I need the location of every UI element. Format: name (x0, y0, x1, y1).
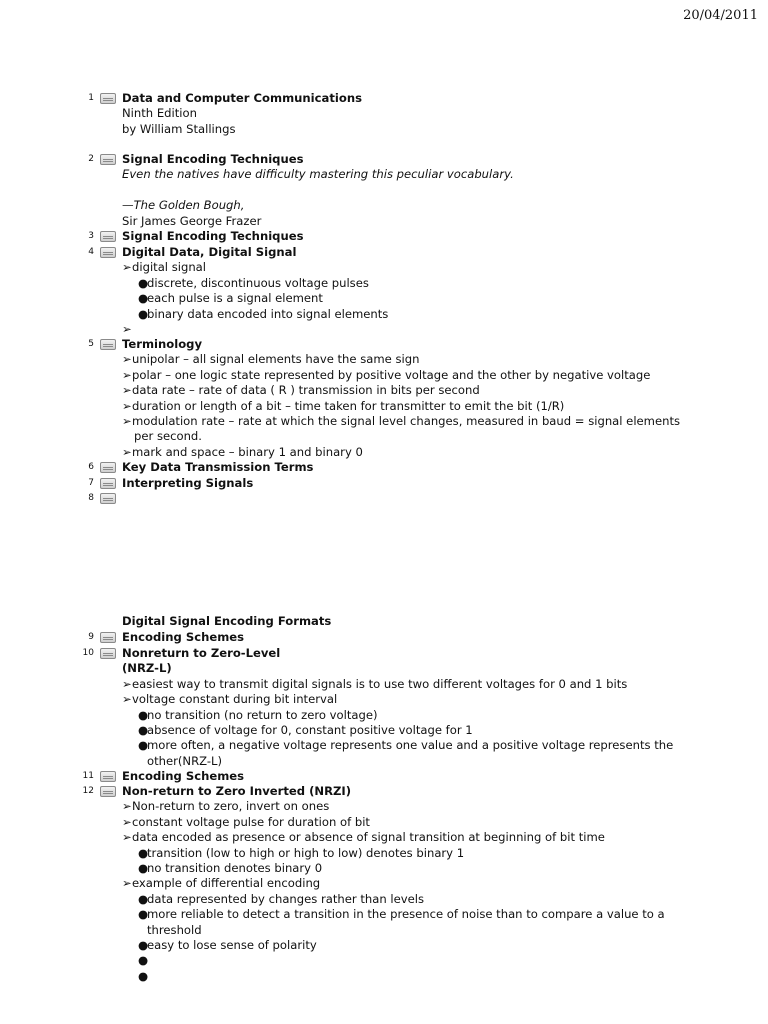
arrow-bullet-icon: ➢ (122, 692, 132, 707)
slide-12 (0, 784, 768, 984)
bullet-item: ➢mark and space – binary 1 and binary 0 (122, 444, 363, 459)
slide-thumbnail-icon[interactable] (100, 648, 116, 659)
quote-author: Sir James George Frazer (122, 213, 262, 228)
slide-thumbnail-icon[interactable] (100, 231, 116, 242)
slide-title: Signal Encoding Techniques (122, 152, 304, 166)
slide-thumbnail-icon[interactable] (100, 154, 116, 165)
dot-bullet-icon: ● (138, 291, 149, 306)
slide-number: 6 (88, 462, 94, 472)
slide-title: Data and Computer Communications (122, 91, 362, 105)
sub-bullet-item: ●no transition (no return to zero voltage) (138, 707, 378, 722)
arrow-bullet-icon: ➢ (122, 676, 132, 691)
slide-9 (0, 630, 768, 645)
slide-thumbnail-icon[interactable] (100, 478, 116, 489)
sub-bullet-item: ●easy to lose sense of polarity (138, 938, 317, 953)
bullet-continuation: threshold (147, 922, 202, 937)
sub-bullet-item: ●each pulse is a signal element (138, 291, 323, 306)
slide-title: Non-return to Zero Inverted (NRZI) (122, 784, 352, 798)
sub-bullet-item: ●binary data encoded into signal elements (138, 306, 389, 321)
dot-bullet-icon: ● (138, 845, 149, 860)
arrow-bullet-icon: ➢ (122, 367, 132, 382)
arrow-bullet-icon: ➢ (122, 444, 132, 459)
slide-number: 10 (82, 648, 94, 658)
arrow-bullet-icon: ➢ (122, 876, 132, 891)
slide-title: Digital Data, Digital Signal (122, 245, 297, 259)
sub-bullet-item: ●no transition denotes binary 0 (138, 861, 323, 876)
bullet-item: ➢data encoded as presence or absence of signal transition at beginning of bit time (122, 830, 605, 845)
slide-title-continuation: (NRZ-L) (122, 661, 172, 676)
slide-number: 7 (88, 478, 94, 488)
bullet-item: ➢example of differential encoding (122, 876, 321, 891)
slide-thumbnail-icon[interactable] (100, 339, 116, 350)
slide-number: 12 (82, 786, 94, 796)
bullet-item: ➢duration or length of a bit – time taken for transmitter to emit the bit (1/R) (122, 398, 565, 413)
bullet-continuation: per second. (134, 429, 202, 444)
slide-number: 5 (88, 339, 94, 349)
slide-thumbnail-icon[interactable] (100, 786, 116, 797)
dot-bullet-icon: ● (138, 907, 149, 922)
bullet-item: ➢data rate – rate of data ( R ) transmission in bits per second (122, 383, 480, 398)
slide-6 (0, 460, 768, 475)
slide-2 (0, 152, 768, 229)
slide-title: Encoding Schemes (122, 769, 245, 783)
slide-thumbnail-icon[interactable] (100, 771, 116, 782)
arrow-bullet-icon: ➢ (122, 322, 132, 337)
sub-bullet-item: ●transition (low to high or high to low) denotes binary 1 (138, 845, 465, 860)
bullet-item: ➢constant voltage pulse for duration of bit (122, 814, 370, 829)
dot-bullet-icon: ● (138, 707, 149, 722)
arrow-bullet-icon: ➢ (122, 414, 132, 429)
slide-text: Ninth Edition (122, 106, 197, 121)
slide-8-title-block (0, 614, 768, 629)
slide-thumbnail-icon[interactable] (100, 493, 116, 504)
arrow-bullet-icon: ➢ (122, 398, 132, 413)
slide-11 (0, 769, 768, 784)
dot-bullet-icon: ● (138, 723, 149, 738)
slide-5 (0, 337, 768, 460)
sub-bullet-item (0, 969, 768, 984)
dot-bullet-icon: ● (138, 953, 149, 968)
sub-bullet-item: ●discrete, discontinuous voltage pulses (138, 275, 369, 290)
arrow-bullet-icon: ➢ (122, 352, 132, 367)
slide-7 (0, 476, 768, 491)
slide-title: Key Data Transmission Terms (122, 460, 314, 474)
arrow-bullet-icon: ➢ (122, 814, 132, 829)
arrow-bullet-icon: ➢ (122, 830, 132, 845)
dot-bullet-icon: ● (138, 968, 149, 983)
bullet-item: ➢unipolar – all signal elements have the same sign (122, 352, 420, 367)
slide-thumbnail-icon[interactable] (100, 247, 116, 258)
print-date: 20/04/2011 (683, 8, 758, 23)
bullet-item (0, 322, 768, 337)
bullet-item: ➢Non-return to zero, invert on ones (122, 799, 330, 814)
dot-bullet-icon: ● (138, 891, 149, 906)
slide-number: 9 (88, 632, 94, 642)
slide-1 (0, 91, 768, 137)
slide-quote: Even the natives have difficulty mastering this peculiar vocabulary. (122, 167, 514, 182)
slide-3 (0, 229, 768, 244)
quote-source: —The Golden Bough, (122, 198, 245, 213)
arrow-bullet-icon: ➢ (122, 799, 132, 814)
arrow-bullet-icon: ➢ (122, 383, 132, 398)
slide-number: 8 (88, 493, 94, 503)
bullet-item: ➢modulation rate – rate at which the signal level changes, measured in baud = signal elements (122, 414, 681, 429)
arrow-bullet-icon: ➢ (122, 260, 132, 275)
sub-bullet-item: ●absence of voltage for 0, constant positive voltage for 1 (138, 723, 473, 738)
slide-8 (0, 491, 768, 506)
slide-number: 2 (88, 154, 94, 164)
bullet-item: ➢easiest way to transmit digital signals is to use two different voltages for 0 and 1 bits (122, 676, 628, 691)
bullet-continuation: other(NRZ-L) (147, 753, 223, 768)
bullet-item: ➢polar – one logic state represented by positive voltage and the other by negative voltage (122, 367, 651, 382)
slide-title: Nonreturn to Zero-Level (122, 646, 281, 660)
slide-number: 1 (88, 93, 94, 103)
dot-bullet-icon: ● (138, 738, 149, 753)
bullet-item: ➢digital signal (122, 260, 207, 275)
dot-bullet-icon: ● (138, 306, 149, 321)
bullet-item: ➢voltage constant during bit interval (122, 692, 338, 707)
sub-bullet-item (0, 953, 768, 968)
slide-thumbnail-icon[interactable] (100, 632, 116, 643)
blank-line (0, 183, 768, 198)
dot-bullet-icon: ● (138, 861, 149, 876)
sub-bullet-item: ●more often, a negative voltage represents one value and a positive voltage represents the (138, 738, 674, 753)
slide-text: by William Stallings (122, 121, 236, 136)
slide-4 (0, 245, 768, 337)
slide-number: 11 (82, 771, 94, 781)
dot-bullet-icon: ● (138, 275, 149, 290)
slide-thumbnail-icon[interactable] (100, 462, 116, 473)
dot-bullet-icon: ● (138, 938, 149, 953)
slide-title: Encoding Schemes (122, 630, 245, 644)
sub-bullet-item: ●data represented by changes rather than levels (138, 891, 424, 906)
slide-thumbnail-icon[interactable] (100, 93, 116, 104)
slide-10 (0, 646, 768, 769)
slide-title: Interpreting Signals (122, 476, 254, 490)
slide-number: 3 (88, 231, 94, 241)
slide-title: Digital Signal Encoding Formats (122, 614, 332, 628)
slide-title: Signal Encoding Techniques (122, 229, 304, 243)
slide-number: 4 (88, 247, 94, 257)
sub-bullet-item: ●more reliable to detect a transition in the presence of noise than to compare a value to a (138, 907, 665, 922)
slide-title: Terminology (122, 337, 203, 351)
